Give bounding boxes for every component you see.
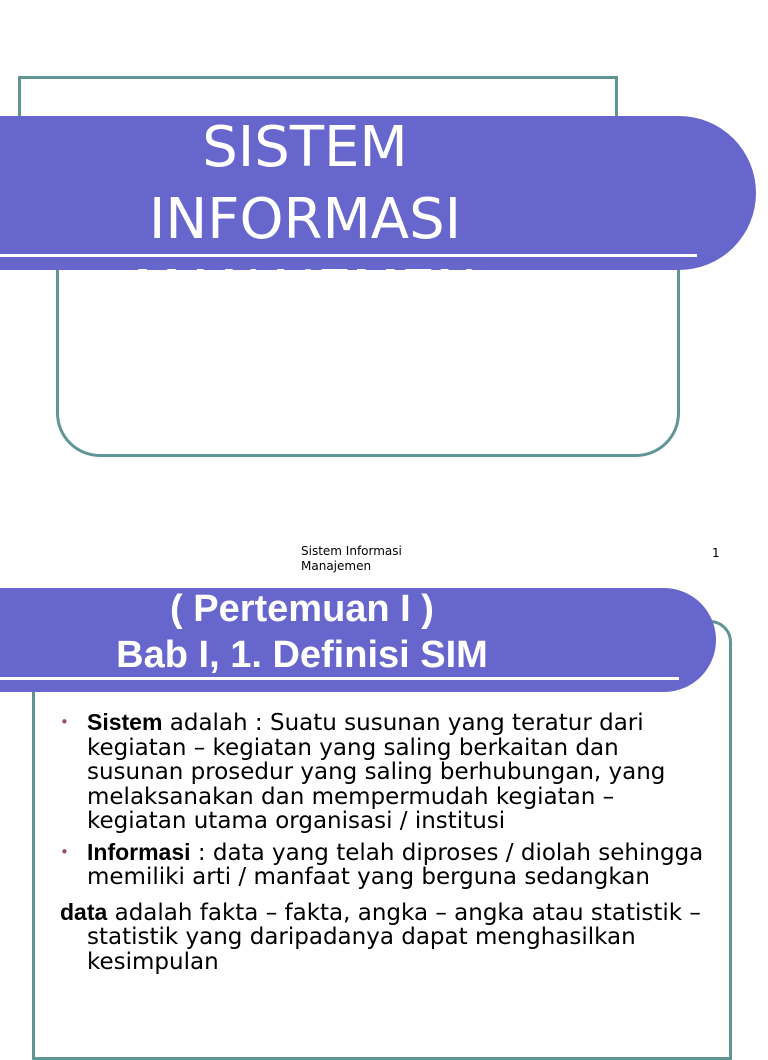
slide2-body [60, 710, 720, 980]
definition-sistem-text: adalah : Suatu susunan yang teratur dari kegiatan – kegiatan yang saling berkaitan dan susunan prosedur yang saling berhubungan, yang melaksanakan dan mempermudah kegiatan – kegiatan utama organisasi / institusi [87, 710, 666, 834]
slide2-title [0, 586, 604, 678]
bullet-icon: • [60, 713, 69, 731]
definition-sistem [60, 710, 720, 834]
bullet-icon: • [60, 842, 69, 861]
term-informasi: Informasi [87, 838, 191, 865]
slide2-title-line2: Bab I, 1. Definisi SIM [116, 634, 488, 676]
definition-informasi [60, 840, 720, 890]
term-data: data [60, 898, 108, 925]
slide1-footer-text: Sistem Informasi Manajemen [301, 544, 402, 573]
definition-data [60, 900, 720, 975]
slide2-title-line1: ( Pertemuan I ) [170, 588, 434, 630]
slide1-title-rule [0, 254, 697, 257]
term-sistem: Sistem [87, 709, 163, 735]
slide2-title-rule [0, 677, 679, 680]
slide1-page-number: 1 [712, 546, 720, 560]
definition-data-text: adalah fakta – fakta, angka – angka atau statistik – statistik yang daripadanya dapat menghasilkan kesimpulan [87, 899, 701, 975]
slide1-title: SISTEM INFORMASI MANAJEMEN [132, 115, 478, 324]
definition-informasi-text: : data yang telah diproses / diolah sehingga memiliki arti / manfaat yang berguna sedangkan [87, 839, 704, 890]
